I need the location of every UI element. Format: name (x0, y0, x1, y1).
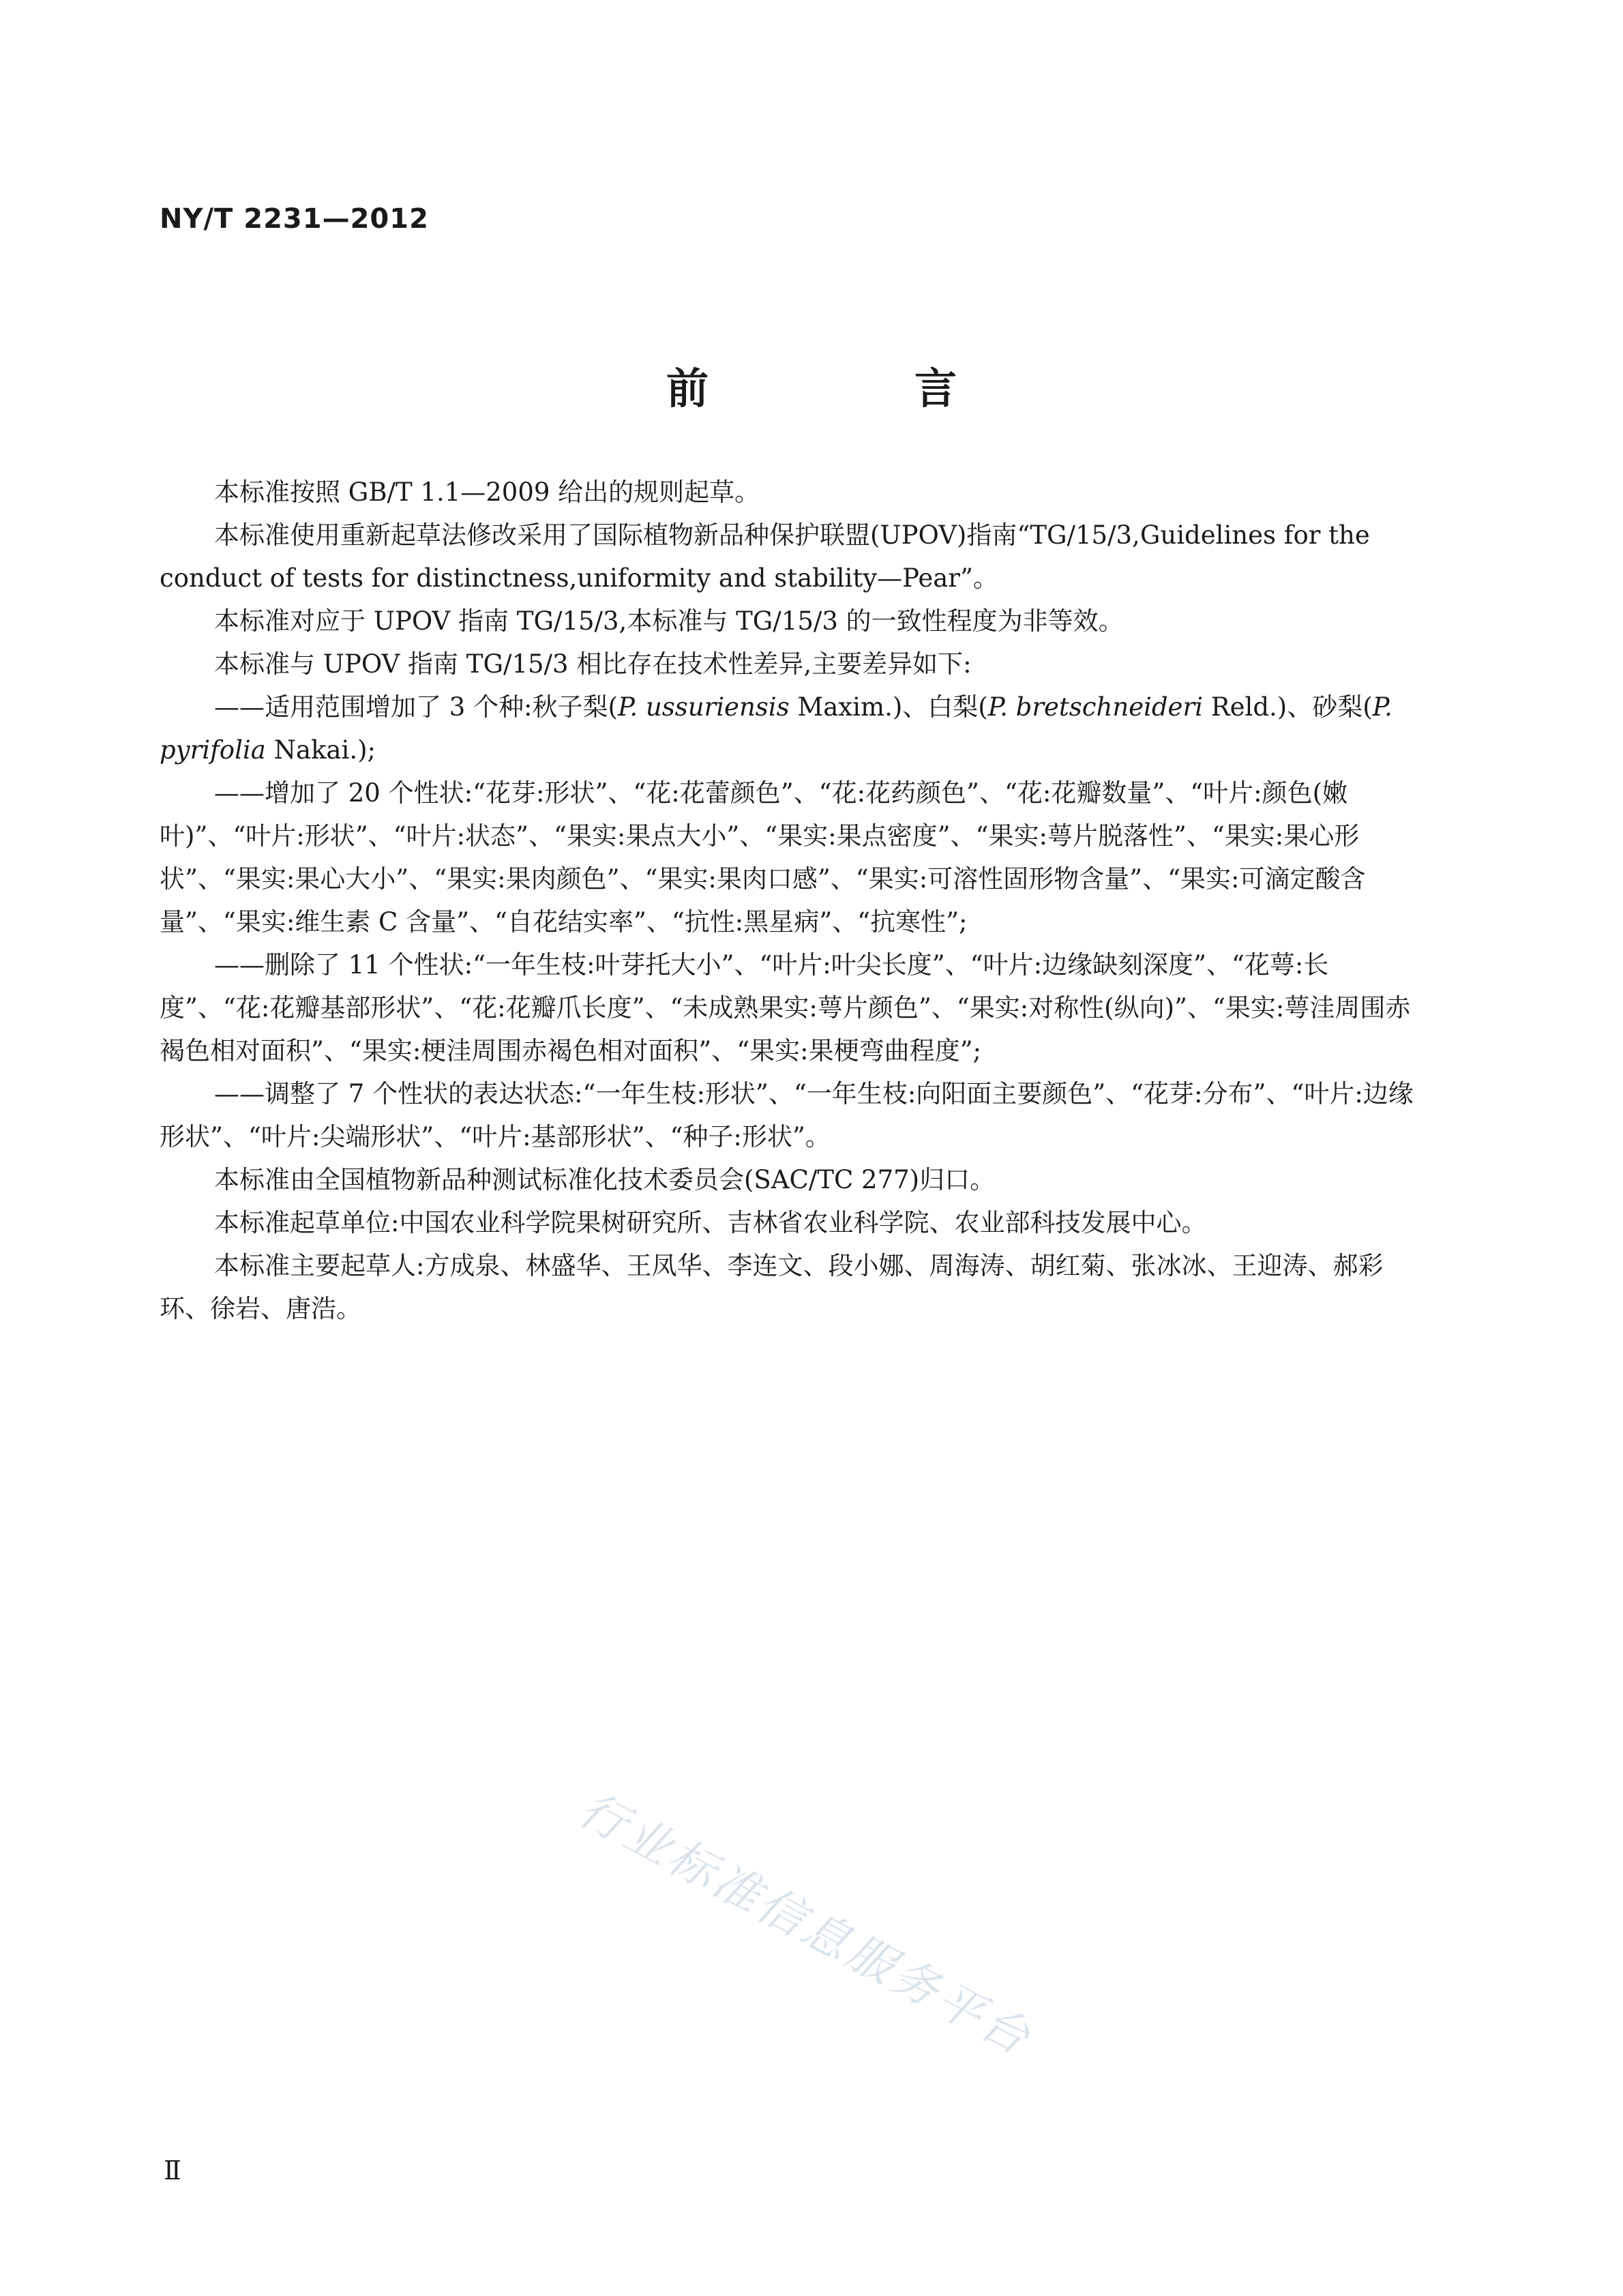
paragraph-consistency: 本标准对应于 UPOV 指南 TG/15/3,本标准与 TG/15/3 的一致性程度为非等效。 (214, 606, 1124, 636)
paragraph-centralized-by: 本标准由全国植物新品种测试标准化技术委员会(SAC/TC 277)归口。 (214, 1165, 996, 1194)
paragraph-upov-adoption: 本标准使用重新起草法修改采用了国际植物新品种保护联盟(UPOV)指南“TG/15/3,Guidelines for the conduct of tests for distinctness,uniformity and stability—Pear”。 (160, 520, 1370, 593)
difference-scope-text-4: Nakai.); (265, 735, 376, 765)
standard-code: NY/T 2231—2012 (160, 203, 429, 235)
species-pyrifolia: P. pyrifolia (160, 692, 1393, 765)
difference-scope-text-3: Reld.)、砂梨( (1202, 692, 1373, 722)
difference-item-added-traits: ——增加了 20 个性状:“花芽:形状”、“花:花蕾颜色”、“花:花药颜色”、“花:花瓣数量”、“叶片:颜色(嫩叶)”、“叶片:形状”、“叶片:状态”、“果实:果点大小”、“果实:果点密度”、“果实:萼片脱落性”、“果实:果心形状”、“果实:果心大小”、“果实:果肉颜色”、“果实:果肉口感”、“果实:可溶性固形物含量”、“果实:可滴定酸含量”、“果实:维生素 C 含量”、“自花结实率”、“抗性:黑星病”、“抗寒性”; (160, 778, 1366, 937)
difference-item-adjusted-states: ——调整了 7 个性状的表达状态:“一年生枝:形状”、“一年生枝:向阳面主要颜色”、“花芽:分布”、“叶片:边缘形状”、“叶片:尖端形状”、“叶片:基部形状”、“种子:形状”。 (160, 1079, 1414, 1151)
species-bretschneideri: P. bretschneideri (987, 692, 1203, 722)
difference-item-removed-traits: ——删除了 11 个性状:“一年生枝:叶芽托大小”、“叶片:叶尖长度”、“叶片:边缘缺刻深度”、“花萼:长度”、“花:花瓣基部形状”、“花:花瓣爪长度”、“未成熟果实:萼片颜色”、“果实:对称性(纵向)”、“果实:萼洼周围赤褐色相对面积”、“果实:梗洼周围赤褐色相对面积”、“果实:果梗弯曲程度”; (160, 950, 1411, 1065)
foreword-body (160, 471, 1429, 1330)
paragraph-drafters: 本标准主要起草人:方成泉、林盛华、王凤华、李连文、段小娜、周海涛、胡红菊、张冰冰、王迎涛、郝彩环、徐岩、唐浩。 (160, 1251, 1384, 1323)
paragraph-drafting-units: 本标准起草单位:中国农业科学院果树研究所、吉林省农业科学院、农业部科技发展中心。 (214, 1208, 1207, 1237)
page-title: 前 言 (666, 364, 1039, 413)
difference-scope-text-2: Maxim.)、白梨( (789, 692, 988, 722)
watermark: 行业标准信息服务平台 (569, 1782, 1041, 2067)
page-number: Ⅱ (164, 2155, 181, 2185)
difference-scope-text: ——适用范围增加了 3 个种:秋子梨( (214, 692, 618, 722)
difference-item-scope (160, 686, 1429, 771)
paragraph-drafting-rules: 本标准按照 GB/T 1.1—2009 给出的规则起草。 (214, 477, 760, 507)
paragraph-differences-intro: 本标准与 UPOV 指南 TG/15/3 相比存在技术性差异,主要差异如下: (214, 649, 972, 679)
species-ussuriensis: P. ussuriensis (617, 692, 790, 722)
